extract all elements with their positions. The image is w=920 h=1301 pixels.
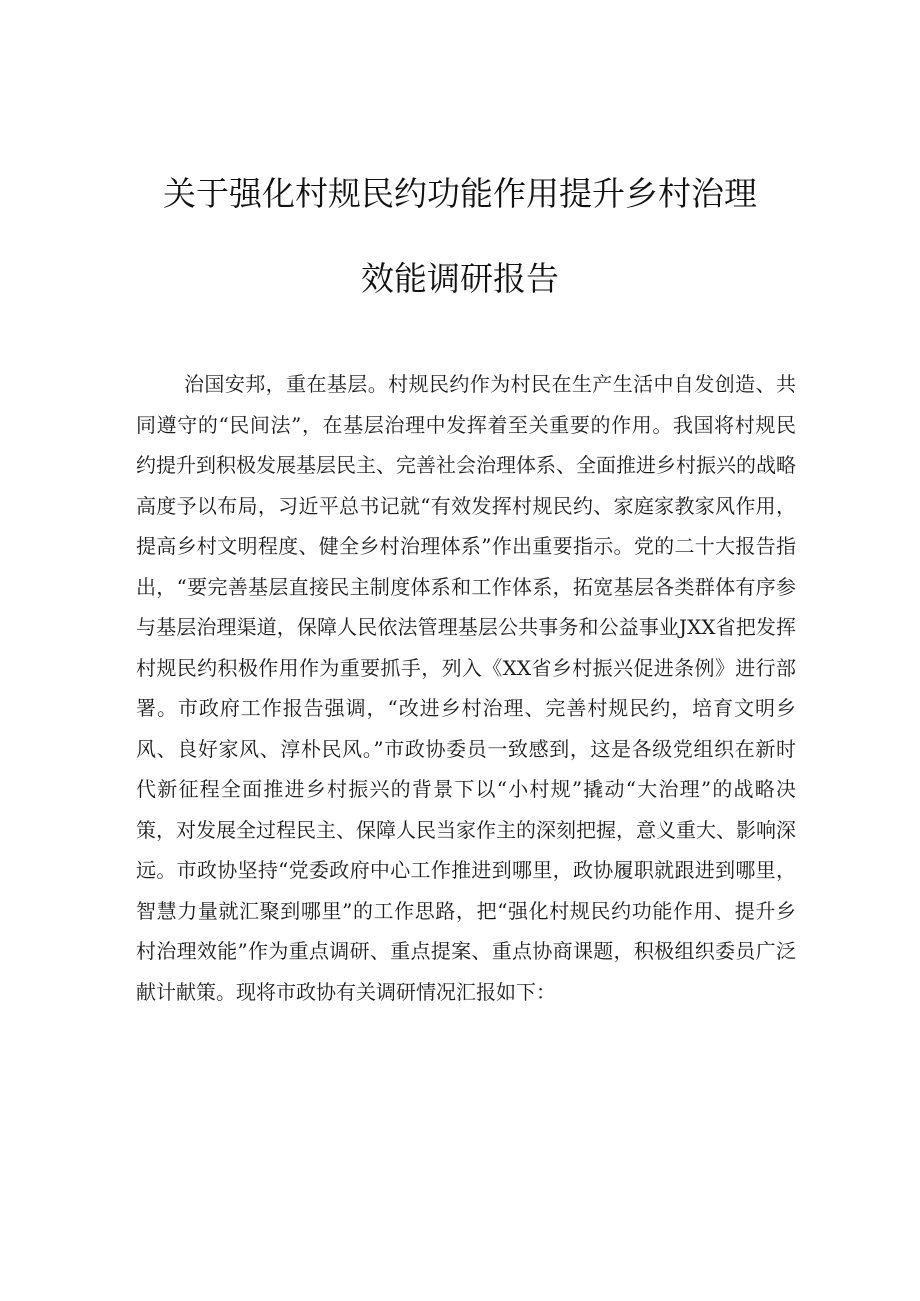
document-title-line-1: 关于强化村规民约功能作用提升乡村治理: [163, 174, 757, 213]
intro-paragraph: 治国安邦，重在基层。村规民约作为村民在生产生活中自发创造、共同遵守的“民间法”，在基层治理中发挥着至关重要的作用。我国将村规民约提升到积极发展基层民主、完善社会治理体系、全面推进乡村振兴的战略高度予以布局，习近平总书记就“有效发挥村规民约、家庭家教家风作用，提高乡村文明程度、健全乡村治理体系”作出重要指示。党的二十大报告指出，“要完善基层直接民主制度体系和工作体系，拓宽基层各类群体有序参与基层治理渠道，保障人民依法管理基层公共事务和公益事业JXX省把发挥村规民约积极作用作为重要抓手，列入《XX省乡村振兴促进条例》进行部署。市政府工作报告强调，“改进乡村治理、完善村规民约，培育文明乡风、良好家风、淳朴民风。”市政协委员一致感到，这是各级党组织在新时代新征程全面推进乡村振兴的背景下以“小村规”撬动“大治理”的战略决策，对发展全过程民主、保障人民当家作主的深刻把握，意义重大、影响深远。市政协坚持“党委政府中心工作推进到哪里，政协履职就跟进到哪里，智慧力量就汇聚到哪里”的工作思路，把“强化村规民约功能作用、提升乡村治理效能”作为重点调研、重点提案、重点协商课题，积极组织委员广泛献计献策。现将市政协有关调研情况汇报如下：: [136, 372, 796, 1004]
document-title-line-2: 效能调研报告: [361, 259, 559, 298]
